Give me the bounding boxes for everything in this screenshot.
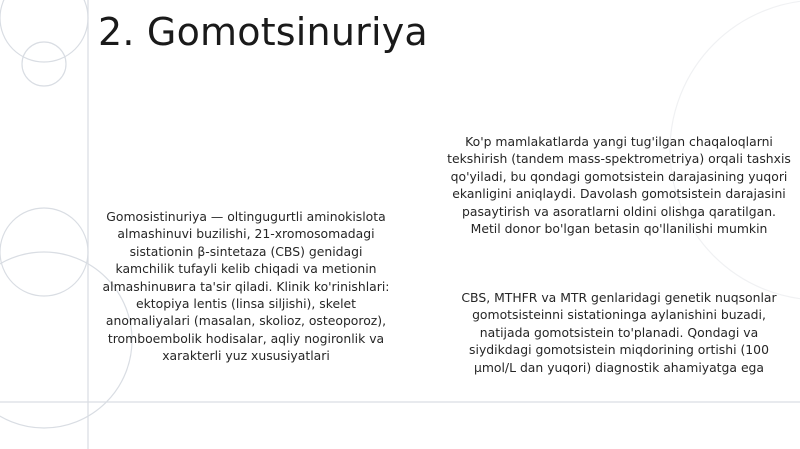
top-small-circle — [22, 42, 66, 86]
right-paragraph-bottom: CBS, MTHFR va MTR genlaridagi genetik nuqsonlar gomotsisteinni sistationinga aylanishini buzadi, natijada gomotsistein to'planadi. Qondagi va siydikdagi gomotsistein miqdorining ortishi (100 µmol/L dan yuqori) diagnostik ahamiyatga ega — [461, 290, 777, 375]
slide-title: 2. Gomotsinuriya — [98, 10, 428, 54]
top-large-circle — [0, 0, 88, 62]
left-paragraph: Gomosistinuriya — oltingugurtli aminokislota almashinuvi buzilishi, 21-xromosomadagi sistationin β-sintetaza (CBS) genidagi kamchilik tufayli kelib chiqadi va metionin almashinuвига ta'sir qiladi. Klinik ko'rinishlari: ektopiya lentis (linsa siljishi), skelet anomaliyalari (masalan, skolioz, osteoporoz), tromboembolik hodisalar, aqliy nogironlik va xarakterli yuz xususiyatlari — [102, 209, 390, 364]
right-paragraph-top: Ko'p mamlakatlarda yangi tug'ilgan chaqaloqlarni tekshirish (tandem mass-spektrometriya) orqali tashxis qo'yiladi, bu qondagi gomotsistein darajasining yuqori ekanligini aniqlaydi. Davolash gomotsistein darajasini pasaytirish va asoratlarni oldini olishga qaratilgan. Metil donor bo'lgan betasin qo'llanilishi mumkin — [447, 134, 791, 237]
